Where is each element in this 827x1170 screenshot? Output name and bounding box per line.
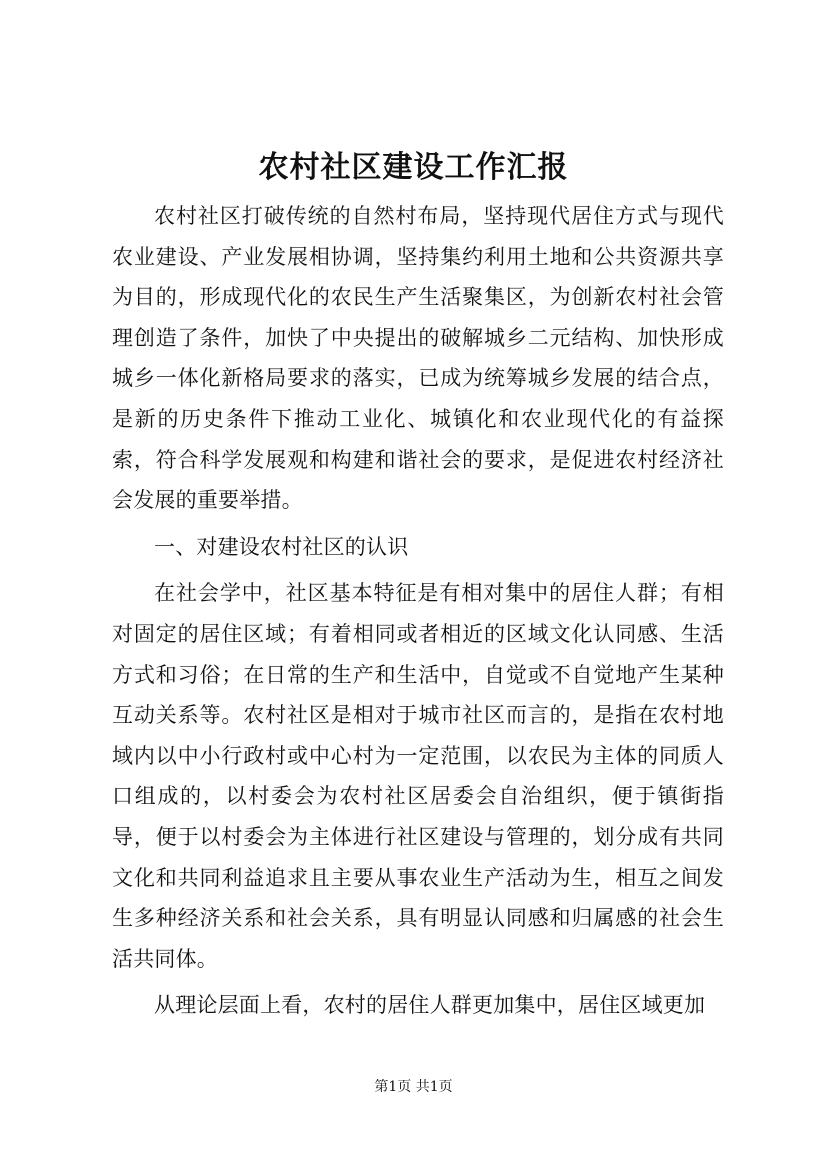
paragraph-intro: 农村社区打破传统的自然村布局，坚持现代居住方式与现代农业建设、产业发展相协调，坚持集约利用土地和公共资源共享为目的，形成现代化的农民生产生活聚集区，为创新农村社会管理创造了条件，加快了中央提出的破解城乡二元结构、加快形成城乡一体化新格局要求的落实，已成为统筹城乡发展的结合点，是新的历史条件下推动工业化、城镇化和农业现代化的有益探索，符合科学发展观和构建和谐社会的要求，是促进农村经济社会发展的重要举措。 [112, 204, 724, 513]
paragraph-theory: 从理论层面上看，农村的居住人群更加集中，居住区域更加 [154, 993, 706, 1018]
paragraph-community-definition: 在社会学中，社区基本特征是有相对集中的居住人群；有相对固定的居住区域；有着相同或者相近的区域文化认同感、生活方式和习俗；在日常的生产和生活中，自觉或不自觉地产生某种互动关系等。农村社区是相对于城市社区而言的，是指在农村地域内以中小行政村或中心村为一定范围，以农民为主体的同质人口组成的，以村委会为农村社区居委会自治组织，便于镇街指导，便于以村委会为主体进行社区建设与管理的，划分成有共同文化和共同利益追求且主要从事农业生产活动为生，相互之间发生多种经济关系和社会关系，具有明显认同感和归属感的社会生活共同体。 [112, 581, 724, 971]
page-footer: 第1页 共1页 [374, 1079, 453, 1095]
document-body [112, 196, 724, 1026]
document-title: 农村社区建设工作汇报 [258, 150, 569, 185]
section-heading-1: 一、对建设农村社区的认识 [154, 534, 409, 559]
